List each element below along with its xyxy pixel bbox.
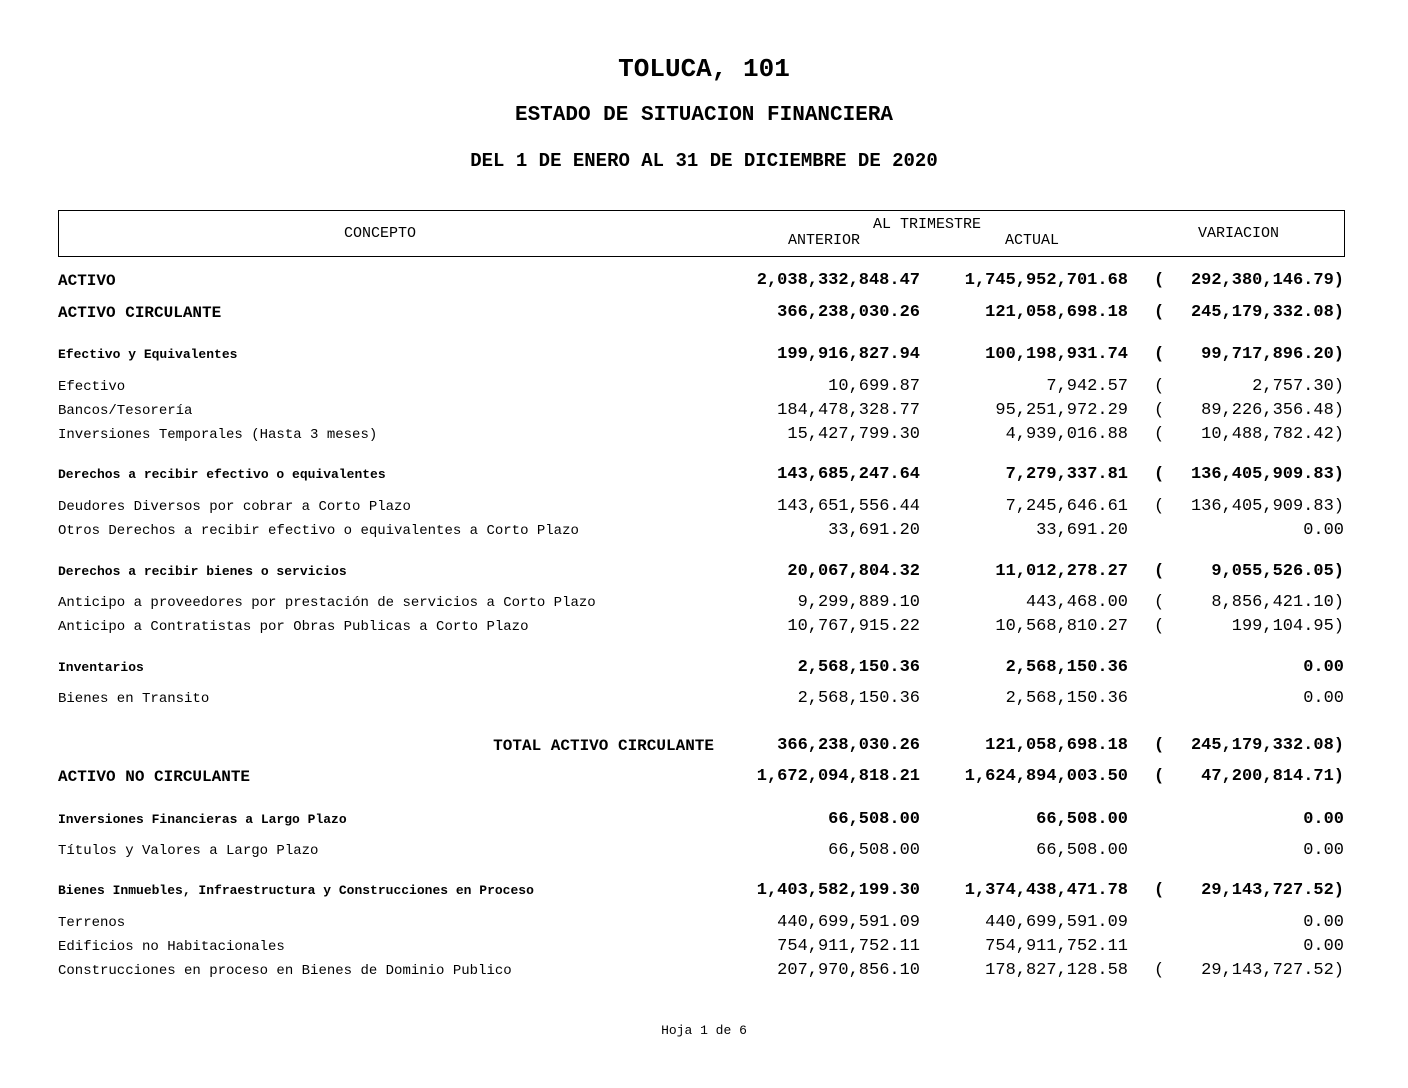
- row-paren: (: [1154, 345, 1165, 364]
- row-anterior: 440,699,591.09: [777, 913, 920, 932]
- row-anterior: 366,238,030.26: [777, 736, 920, 755]
- row-variacion: 10,488,782.42): [1201, 425, 1344, 444]
- row-concepto: Deudores Diversos por cobrar a Corto Plazo: [58, 499, 411, 515]
- row-actual: 7,279,337.81: [1005, 465, 1128, 484]
- row-concepto: Bienes Inmuebles, Infraestructura y Construcciones en Proceso: [58, 883, 534, 898]
- row-actual: 11,012,278.27: [995, 562, 1128, 581]
- row-concepto: Terrenos: [58, 915, 126, 931]
- row-variacion: 47,200,814.71): [1201, 767, 1344, 786]
- row-concepto: Derechos a recibir efectivo o equivalentes: [58, 467, 386, 482]
- row-concepto: Inversiones Financieras a Largo Plazo: [58, 812, 347, 827]
- row-actual: 66,508.00: [1036, 810, 1128, 829]
- row-actual: 4,939,016.88: [1005, 425, 1128, 444]
- row-variacion: 199,104.95): [1231, 617, 1344, 636]
- col-header-al-trimestre: AL TRIMESTRE: [873, 216, 982, 233]
- table-row: [0, 657, 1408, 679]
- row-actual: 10,568,810.27: [995, 617, 1128, 636]
- row-actual: 7,245,646.61: [1005, 497, 1128, 516]
- table-row: [0, 766, 1408, 788]
- row-actual: 33,691.20: [1036, 521, 1128, 540]
- row-variacion: 0.00: [1303, 521, 1344, 540]
- row-anterior: 20,067,804.32: [787, 562, 920, 581]
- row-actual: 66,508.00: [1036, 841, 1128, 860]
- row-concepto: ACTIVO CIRCULANTE: [58, 304, 222, 322]
- row-actual: 121,058,698.18: [985, 303, 1128, 322]
- row-concepto: Títulos y Valores a Largo Plazo: [58, 843, 319, 859]
- row-concepto: ACTIVO: [58, 272, 116, 290]
- report-title: TOLUCA, 101: [618, 54, 790, 84]
- row-concepto: Inventarios: [58, 660, 144, 675]
- row-concepto: Derechos a recibir bienes o servicios: [58, 564, 347, 579]
- row-variacion: 0.00: [1303, 658, 1344, 677]
- row-paren: (: [1154, 961, 1165, 980]
- col-header-anterior: ANTERIOR: [788, 232, 861, 249]
- row-concepto: Construcciones en proceso en Bienes de Dominio Publico: [58, 963, 512, 979]
- row-concepto: Otros Derechos a recibir efectivo o equivalentes a Corto Plazo: [58, 523, 579, 539]
- row-concepto: ACTIVO NO CIRCULANTE: [58, 768, 251, 786]
- row-anterior: 2,038,332,848.47: [756, 271, 920, 290]
- row-variacion: 8,856,421.10): [1211, 593, 1344, 612]
- row-anterior: 207,970,856.10: [777, 961, 920, 980]
- row-concepto: Bienes en Transito: [58, 691, 210, 707]
- col-header-actual: ACTUAL: [1005, 232, 1060, 249]
- row-anterior: 754,911,752.11: [777, 937, 920, 956]
- col-header-concepto: CONCEPTO: [344, 225, 417, 242]
- row-variacion: 136,405,909.83): [1190, 465, 1344, 484]
- table-row: [0, 735, 1408, 757]
- row-variacion: 2,757.30): [1252, 377, 1344, 396]
- row-paren: (: [1154, 377, 1165, 396]
- table-row: [0, 464, 1408, 486]
- row-actual: 178,827,128.58: [985, 961, 1128, 980]
- report-subtitle: ESTADO DE SITUACION FINANCIERA: [514, 104, 894, 127]
- row-anterior: 143,685,247.64: [777, 465, 920, 484]
- row-anterior: 143,651,556.44: [777, 497, 920, 516]
- row-variacion: 0.00: [1303, 913, 1344, 932]
- table-row: [0, 302, 1408, 324]
- row-anterior: 15,427,799.30: [787, 425, 920, 444]
- row-paren: (: [1154, 767, 1165, 786]
- row-anterior: 10,699.87: [828, 377, 920, 396]
- row-concepto: Edificios no Habitacionales: [58, 939, 285, 955]
- page-footer: Hoja 1 de 6: [661, 1023, 747, 1038]
- row-anterior: 9,299,889.10: [797, 593, 920, 612]
- row-concepto: Efectivo: [58, 379, 126, 395]
- table-row: [0, 400, 1408, 422]
- row-variacion: 136,405,909.83): [1190, 497, 1344, 516]
- table-row: [0, 424, 1408, 446]
- row-paren: (: [1154, 271, 1165, 290]
- row-variacion: 99,717,896.20): [1201, 345, 1344, 364]
- row-actual: 1,374,438,471.78: [964, 881, 1128, 900]
- row-paren: (: [1154, 562, 1165, 581]
- table-row: [0, 344, 1408, 366]
- row-anterior: 66,508.00: [828, 841, 920, 860]
- row-concepto: Inversiones Temporales (Hasta 3 meses): [58, 427, 378, 443]
- row-anterior: 2,568,150.36: [797, 689, 920, 708]
- row-paren: (: [1154, 401, 1165, 420]
- row-anterior: 10,767,915.22: [787, 617, 920, 636]
- table-row: [0, 912, 1408, 934]
- table-row: [0, 840, 1408, 862]
- row-paren: (: [1154, 617, 1165, 636]
- row-concepto: Bancos/Tesorería: [58, 403, 193, 419]
- row-variacion: 0.00: [1303, 689, 1344, 708]
- row-paren: (: [1154, 736, 1165, 755]
- row-anterior: 2,568,150.36: [797, 658, 920, 677]
- table-row: [0, 936, 1408, 958]
- table-row: [0, 960, 1408, 982]
- row-concepto: Anticipo a Contratistas por Obras Publicas a Corto Plazo: [58, 619, 529, 635]
- row-actual: 1,624,894,003.50: [964, 767, 1128, 786]
- row-actual: 443,468.00: [1025, 593, 1128, 612]
- row-actual: 1,745,952,701.68: [964, 271, 1128, 290]
- table-row: [0, 270, 1408, 292]
- row-variacion: 0.00: [1303, 937, 1344, 956]
- row-variacion: 29,143,727.52): [1201, 881, 1344, 900]
- row-actual: 440,699,591.09: [985, 913, 1128, 932]
- table-row: [0, 561, 1408, 583]
- row-anterior: 366,238,030.26: [777, 303, 920, 322]
- row-anterior: 199,916,827.94: [777, 345, 920, 364]
- row-actual: 7,942.57: [1046, 377, 1128, 396]
- row-anterior: 66,508.00: [828, 810, 920, 829]
- table-row: [0, 616, 1408, 638]
- col-header-variacion: VARIACION: [1198, 225, 1280, 242]
- row-anterior: 1,672,094,818.21: [756, 767, 920, 786]
- report-period: DEL 1 DE ENERO AL 31 DE DICIEMBRE DE 2020: [470, 150, 938, 172]
- row-paren: (: [1154, 425, 1165, 444]
- row-anterior: 1,403,582,199.30: [756, 881, 920, 900]
- table-row: [0, 496, 1408, 518]
- table-row: [0, 376, 1408, 398]
- row-variacion: 9,055,526.05): [1211, 562, 1344, 581]
- row-variacion: 245,179,332.08): [1190, 736, 1344, 755]
- row-actual: 100,198,931.74: [985, 345, 1128, 364]
- row-variacion: 0.00: [1303, 810, 1344, 829]
- row-anterior: 184,478,328.77: [777, 401, 920, 420]
- row-actual: 2,568,150.36: [1005, 658, 1128, 677]
- row-variacion: 0.00: [1303, 841, 1344, 860]
- table-row: [0, 880, 1408, 902]
- row-actual: 121,058,698.18: [985, 736, 1128, 755]
- row-paren: (: [1154, 465, 1165, 484]
- row-variacion: 89,226,356.48): [1201, 401, 1344, 420]
- row-paren: (: [1154, 497, 1165, 516]
- row-actual: 95,251,972.29: [995, 401, 1128, 420]
- row-concepto: TOTAL ACTIVO CIRCULANTE: [493, 737, 714, 755]
- row-concepto: Efectivo y Equivalentes: [58, 347, 238, 362]
- row-anterior: 33,691.20: [828, 521, 920, 540]
- row-variacion: 29,143,727.52): [1201, 961, 1344, 980]
- row-concepto: Anticipo a proveedores por prestación de servicios a Corto Plazo: [58, 595, 596, 611]
- table-row: [0, 688, 1408, 710]
- row-variacion: 292,380,146.79): [1190, 271, 1344, 290]
- table-row: [0, 592, 1408, 614]
- row-variacion: 245,179,332.08): [1190, 303, 1344, 322]
- row-actual: 2,568,150.36: [1005, 689, 1128, 708]
- table-row: [0, 809, 1408, 831]
- row-paren: (: [1154, 593, 1165, 612]
- table-row: [0, 520, 1408, 542]
- row-paren: (: [1154, 881, 1165, 900]
- row-paren: (: [1154, 303, 1165, 322]
- row-actual: 754,911,752.11: [985, 937, 1128, 956]
